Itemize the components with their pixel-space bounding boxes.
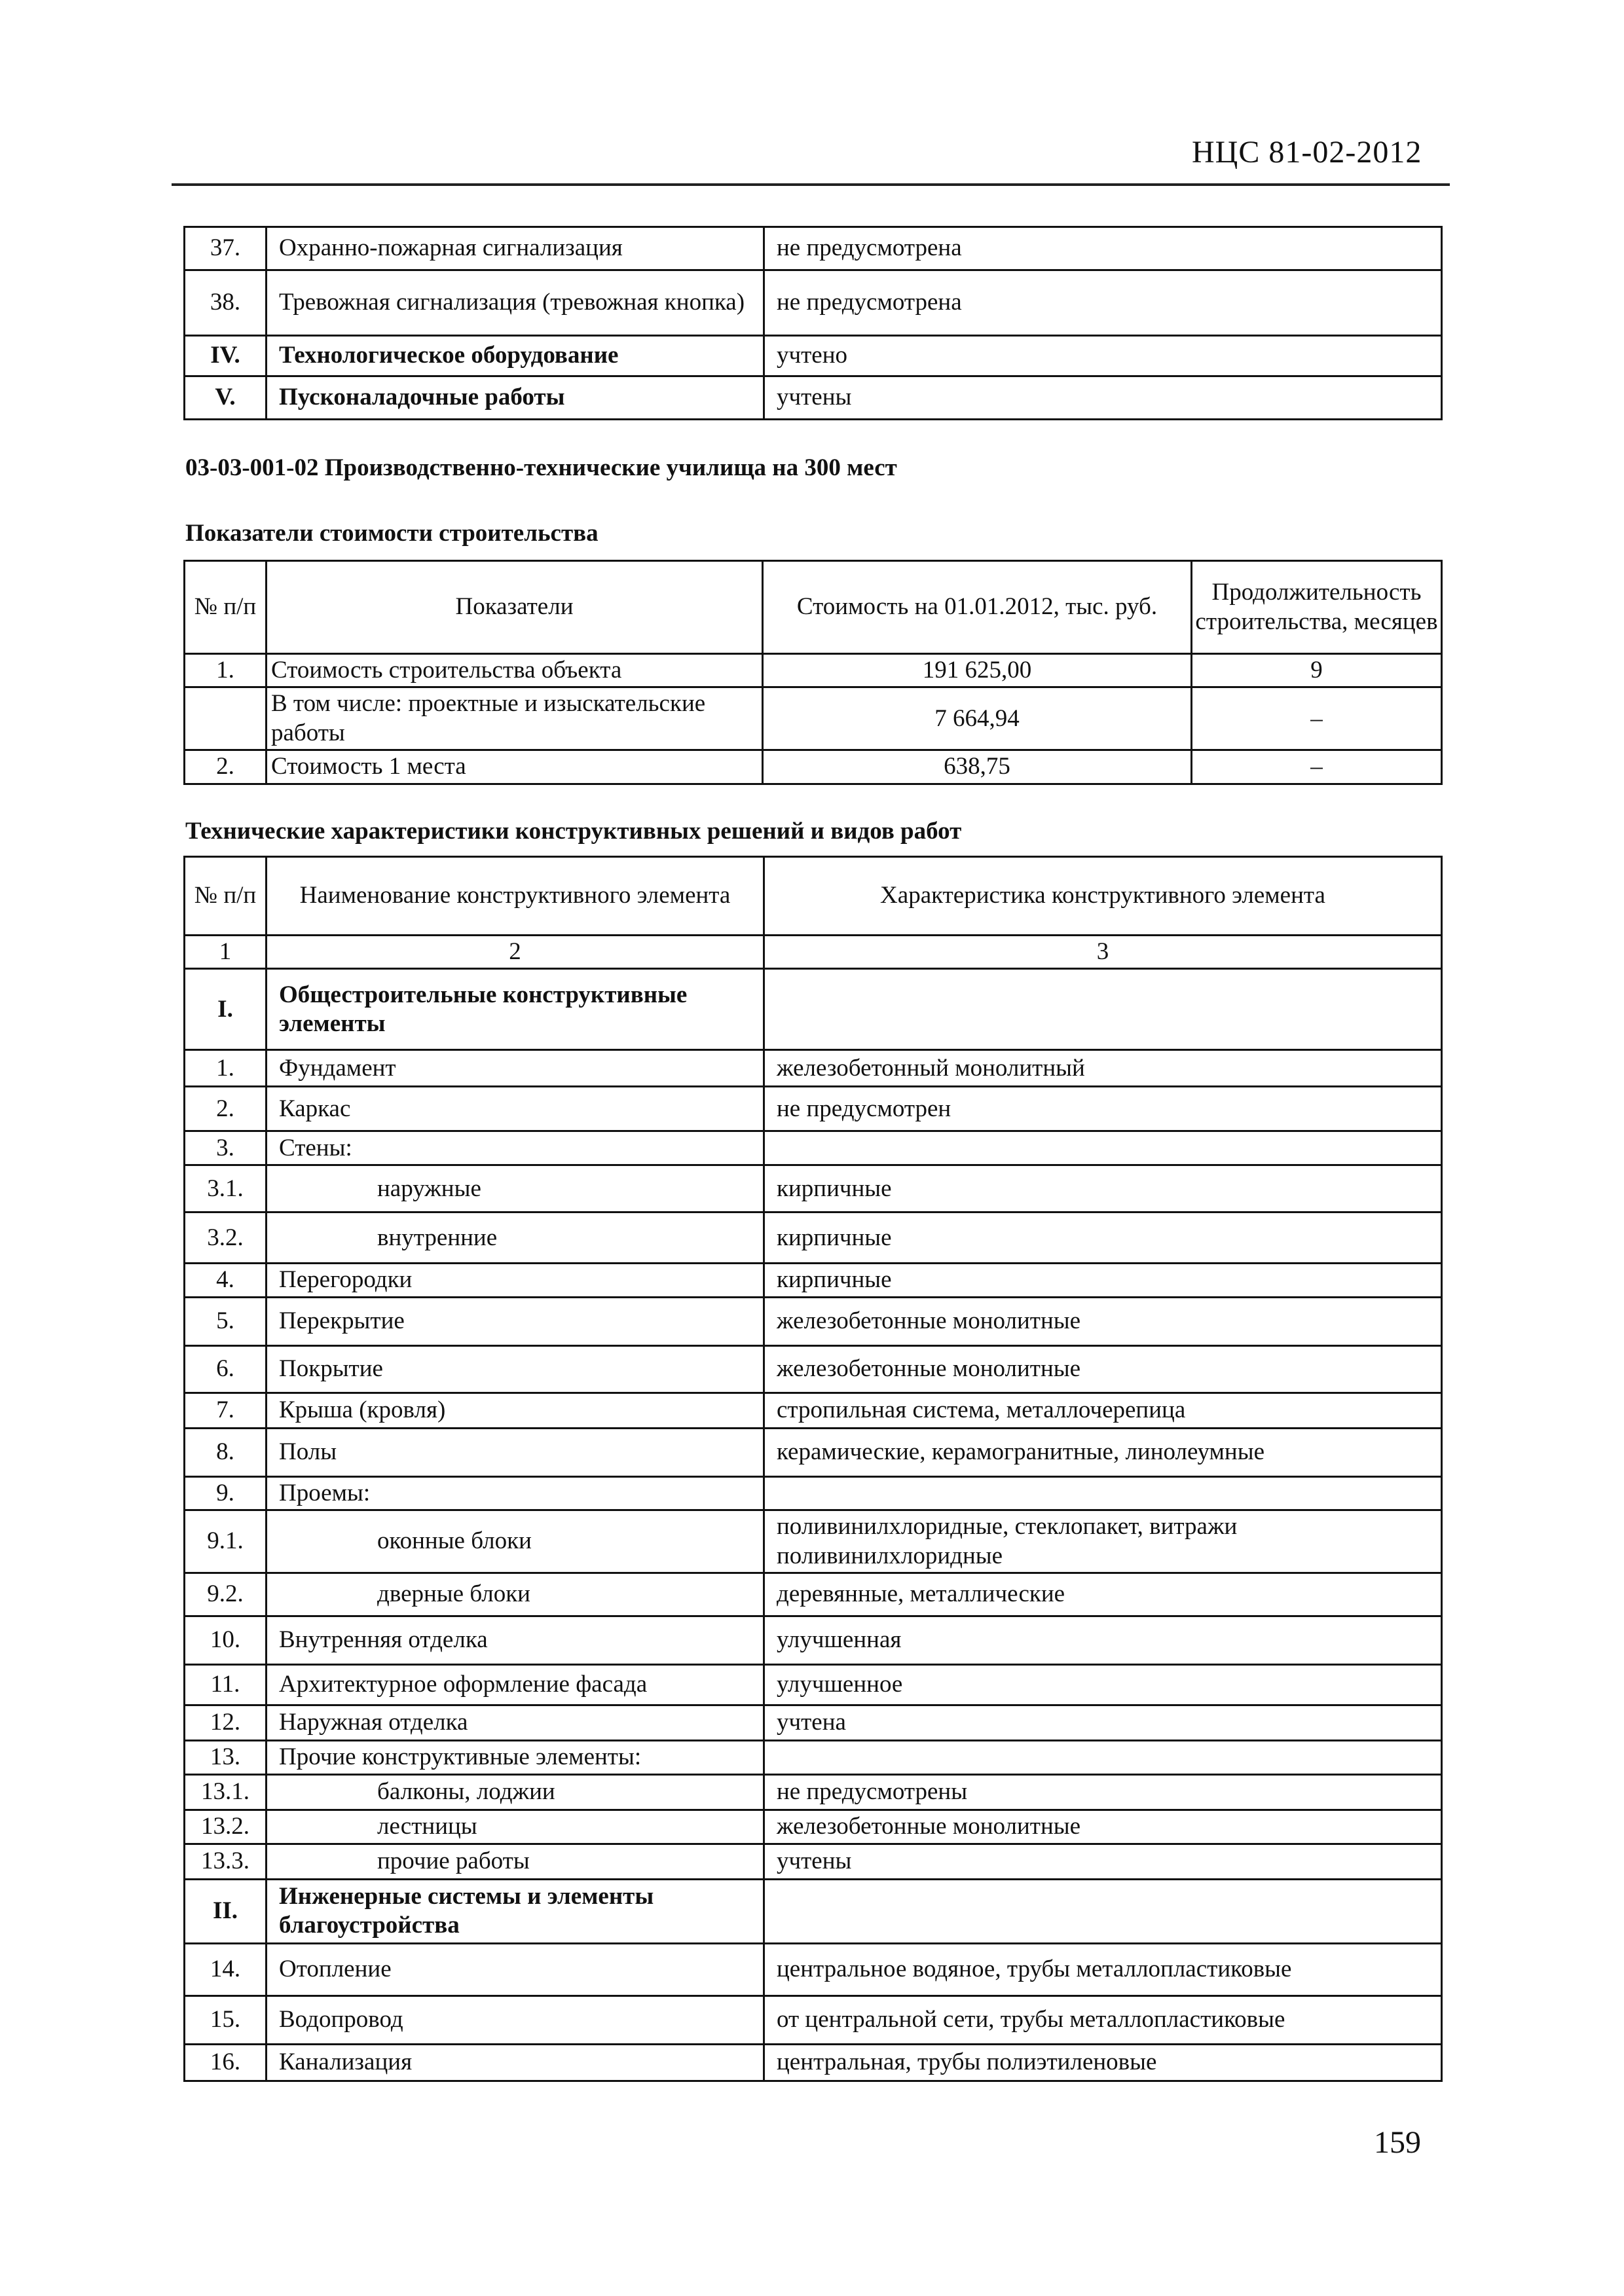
- row-value: учтена: [764, 1705, 1442, 1741]
- page-number: 159: [1374, 2125, 1421, 2160]
- row-value: центральная, трубы полиэтиленовые: [764, 2044, 1442, 2081]
- row-name: Тревожная сигнализация (тревожная кнопка): [267, 270, 764, 336]
- row-value: керамические, керамогранитные, линолеумные: [764, 1428, 1442, 1476]
- row-number: 11.: [185, 1665, 267, 1705]
- table-row: [185, 1573, 1442, 1616]
- row-name: Общестроительные конструктивные элементы: [267, 969, 764, 1050]
- row-name: Каркас: [267, 1087, 764, 1131]
- row-value: не предусмотрена: [764, 227, 1442, 270]
- table-row: [185, 969, 1442, 1050]
- row-value: кирпичные: [764, 1165, 1442, 1212]
- row-number: 3.1.: [185, 1165, 267, 1212]
- table-row: [185, 1393, 1442, 1428]
- table-row: [185, 654, 1442, 687]
- row-number: 37.: [185, 227, 267, 270]
- row-number: 1.: [185, 654, 267, 687]
- row-number: 9.2.: [185, 1573, 267, 1616]
- row-number: 13.: [185, 1741, 267, 1774]
- row-value: кирпичные: [764, 1212, 1442, 1264]
- table-row: [185, 1212, 1442, 1264]
- row-value: от центральной сети, трубы металлопластиковые: [764, 1995, 1442, 2044]
- row-number: 13.1.: [185, 1774, 267, 1810]
- row-name: Архитектурное оформление фасада: [267, 1665, 764, 1705]
- row-number: 9.: [185, 1476, 267, 1510]
- row-value: [764, 1131, 1442, 1165]
- table-row: [185, 687, 1442, 750]
- table-row: [185, 376, 1442, 420]
- row-number: 8.: [185, 1428, 267, 1476]
- table-row: [185, 1810, 1442, 1844]
- row-name: Наружная отделка: [267, 1705, 764, 1741]
- row-number: 7.: [185, 1393, 267, 1428]
- row-duration: 9: [1192, 654, 1442, 687]
- tech-col-number: 2: [267, 936, 764, 969]
- row-name: Инженерные системы и элементы благоустройства: [267, 1879, 764, 1943]
- row-number: 14.: [185, 1943, 267, 1995]
- row-value: [764, 1476, 1442, 1510]
- row-duration: –: [1192, 750, 1442, 784]
- row-value: железобетонные монолитные: [764, 1297, 1442, 1345]
- row-name: оконные блоки: [267, 1510, 764, 1573]
- tech-header-char: Характеристика конструктивного элемента: [764, 857, 1442, 936]
- row-number: I.: [185, 969, 267, 1050]
- row-value: деревянные, металлические: [764, 1573, 1442, 1616]
- cost-table: [183, 560, 1443, 785]
- row-number: 3.2.: [185, 1212, 267, 1264]
- row-name: Фундамент: [267, 1050, 764, 1087]
- row-name: В том числе: проектные и изыскательские работы: [267, 687, 763, 750]
- row-number: 2.: [185, 1087, 267, 1131]
- row-value: улучшенная: [764, 1616, 1442, 1665]
- row-name: Проемы:: [267, 1476, 764, 1510]
- row-number: V.: [185, 376, 267, 420]
- table-row: [185, 1050, 1442, 1087]
- row-number: 13.2.: [185, 1810, 267, 1844]
- table-row: [185, 1616, 1442, 1665]
- row-duration: –: [1192, 687, 1442, 750]
- row-value: железобетонные монолитные: [764, 1345, 1442, 1393]
- cost-section-title: Показатели стоимости строительства: [185, 520, 599, 547]
- table-row: [185, 1705, 1442, 1741]
- table-row: [185, 227, 1442, 270]
- table-row: [185, 1995, 1442, 2044]
- row-value: учтены: [764, 1844, 1442, 1879]
- table-row: [185, 1131, 1442, 1165]
- row-cost: 191 625,00: [763, 654, 1192, 687]
- row-number: 5.: [185, 1297, 267, 1345]
- row-name: Прочие конструктивные элементы:: [267, 1741, 764, 1774]
- row-number: 15.: [185, 1995, 267, 2044]
- row-name: Технологическое оборудование: [267, 336, 764, 376]
- row-number: 4.: [185, 1264, 267, 1297]
- table-row: [185, 1165, 1442, 1212]
- row-value: центральное водяное, трубы металлопластиковые: [764, 1943, 1442, 1995]
- cost-header-name: Показатели: [267, 561, 763, 654]
- row-cost: 638,75: [763, 750, 1192, 784]
- tech-header-name: Наименование конструктивного элемента: [267, 857, 764, 936]
- row-name: Охранно-пожарная сигнализация: [267, 227, 764, 270]
- row-value: железобетонные монолитные: [764, 1810, 1442, 1844]
- row-name: Перегородки: [267, 1264, 764, 1297]
- row-value: не предусмотрен: [764, 1087, 1442, 1131]
- row-value: учтено: [764, 336, 1442, 376]
- row-number: 9.1.: [185, 1510, 267, 1573]
- table-row: [185, 1264, 1442, 1297]
- row-value: поливинилхлоридные, стеклопакет, витражи поливинилхлоридные: [764, 1510, 1442, 1573]
- row-value: не предусмотрены: [764, 1774, 1442, 1810]
- row-number: 12.: [185, 1705, 267, 1741]
- row-number: 13.3.: [185, 1844, 267, 1879]
- table-row: [185, 1510, 1442, 1573]
- row-value: [764, 969, 1442, 1050]
- tech-col-number: 3: [764, 936, 1442, 969]
- row-name: балконы, лоджии: [267, 1774, 764, 1810]
- table-row: [185, 1476, 1442, 1510]
- top-table: [183, 226, 1443, 420]
- table-row: [185, 1087, 1442, 1131]
- row-name: внутренние: [267, 1212, 764, 1264]
- table-row: [185, 1297, 1442, 1345]
- row-name: Крыша (кровля): [267, 1393, 764, 1428]
- row-number: 16.: [185, 2044, 267, 2081]
- row-value: [764, 1879, 1442, 1943]
- row-value: [764, 1741, 1442, 1774]
- table-row: [185, 1665, 1442, 1705]
- table-row: [185, 1879, 1442, 1943]
- row-name: Стоимость строительства объекта: [267, 654, 763, 687]
- table-row: [185, 1741, 1442, 1774]
- row-value: кирпичные: [764, 1264, 1442, 1297]
- row-name: Перекрытие: [267, 1297, 764, 1345]
- row-name: Стены:: [267, 1131, 764, 1165]
- row-value: учтены: [764, 376, 1442, 420]
- table-row: [185, 336, 1442, 376]
- row-value: железобетонный монолитный: [764, 1050, 1442, 1087]
- table-row: [185, 1844, 1442, 1879]
- row-value: стропильная система, металлочерепица: [764, 1393, 1442, 1428]
- row-name: Канализация: [267, 2044, 764, 2081]
- table-row: [185, 2044, 1442, 2081]
- table-row: [185, 1943, 1442, 1995]
- cost-header-duration: Продолжительность строительства, месяцев: [1192, 561, 1442, 654]
- row-name: наружные: [267, 1165, 764, 1212]
- row-number: II.: [185, 1879, 267, 1943]
- row-name: лестницы: [267, 1810, 764, 1844]
- row-number: 2.: [185, 750, 267, 784]
- row-name: Покрытие: [267, 1345, 764, 1393]
- row-number: IV.: [185, 336, 267, 376]
- row-name: Стоимость 1 места: [267, 750, 763, 784]
- row-name: Отопление: [267, 1943, 764, 1995]
- tech-section-title: Технические характеристики конструктивных решений и видов работ: [185, 818, 962, 845]
- table-row: [185, 1774, 1442, 1810]
- row-name: Водопровод: [267, 1995, 764, 2044]
- cost-header-num: № п/п: [185, 561, 267, 654]
- table-row: [185, 750, 1442, 784]
- row-number: 10.: [185, 1616, 267, 1665]
- row-number: 1.: [185, 1050, 267, 1087]
- row-cost: 7 664,94: [763, 687, 1192, 750]
- table-row: [185, 1345, 1442, 1393]
- document-code: НЦС 81-02-2012: [1192, 135, 1422, 170]
- object-title: 03-03-001-02 Производственно-технические училища на 300 мест: [185, 454, 897, 481]
- tech-table: [183, 856, 1443, 2082]
- tech-col-number: 1: [185, 936, 267, 969]
- row-number: 38.: [185, 270, 267, 336]
- row-name: Пусконаладочные работы: [267, 376, 764, 420]
- table-row: [185, 270, 1442, 336]
- row-number: 3.: [185, 1131, 267, 1165]
- row-number: 6.: [185, 1345, 267, 1393]
- row-number: [185, 687, 267, 750]
- row-value: не предусмотрена: [764, 270, 1442, 336]
- row-name: дверные блоки: [267, 1573, 764, 1616]
- table-row: [185, 1428, 1442, 1476]
- cost-header-cost: Стоимость на 01.01.2012, тыс. руб.: [763, 561, 1192, 654]
- row-name: Полы: [267, 1428, 764, 1476]
- row-name: Внутренняя отделка: [267, 1616, 764, 1665]
- row-value: улучшенное: [764, 1665, 1442, 1705]
- tech-header-num: № п/п: [185, 857, 267, 936]
- row-name: прочие работы: [267, 1844, 764, 1879]
- header-rule: [172, 183, 1450, 186]
